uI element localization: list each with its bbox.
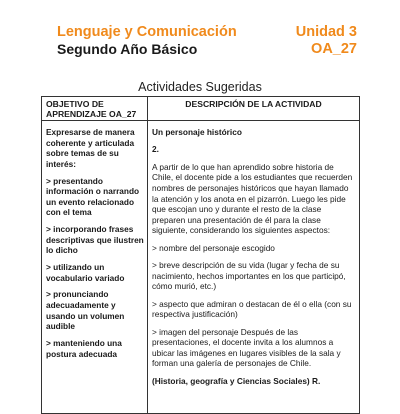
grade-label: Segundo Año Básico: [57, 41, 198, 57]
objective-bullet: > manteniendo una postura adecuada: [46, 338, 122, 359]
activity-item: > nombre del personaje escogido: [152, 242, 275, 253]
objective-column-header: OBJETIVO DE APRENDIZAJE OA_27: [46, 99, 137, 119]
column-divider: [147, 97, 148, 413]
activity-paragraph: A partir de lo que han aprendido sobre historia de Chile, el docente pide a los estudiantes que recuerden nombres de personajes históricos que hayan llamado la atención y los anota en el pizarrón. Luego les pide que escojan uno y durante el resto de la clase preparen una presentación de él para la clase siguiente, considerando los siguientes aspectos:: [152, 161, 353, 236]
activity-column-header: DESCRIPCIÓN DE LA ACTIVIDAD: [185, 99, 322, 109]
objective-cell: [46, 127, 145, 365]
subject-title: Lenguaje y Comunicación: [57, 24, 237, 40]
objective-bullet: > incorporando frases descriptivas que ilustren lo dicho: [46, 224, 144, 256]
activity-item: > breve descripción de su vida (lugar y fecha de su nacimiento, hechos importantes en los que participó, cómo murió, etc.): [152, 260, 346, 292]
activity-number: 2.: [152, 144, 159, 155]
unit-label: Unidad 3: [295, 24, 357, 40]
document-header-left: [57, 24, 237, 57]
activity-title: Un personaje histórico: [152, 127, 242, 137]
objective-code: OA_27: [311, 41, 357, 57]
objective-intro: Expresarse de manera coherente y articulada sobre temas de su interés:: [46, 127, 135, 169]
objective-bullet: > pronunciando adecuadamente y usando un volumen audible: [46, 289, 125, 332]
document-header-right: [296, 24, 357, 58]
activities-table: [41, 96, 360, 414]
activity-footer: (Historia, geografía y Ciencias Sociales) R.: [152, 375, 321, 386]
objective-bullet: > utilizando un vocabulario variado: [46, 262, 125, 283]
objective-bullet: > presentando información o narrando un evento relacionado con el tema: [46, 175, 140, 218]
section-title: Actividades Sugeridas: [138, 80, 262, 94]
activity-item: > imagen del personaje Después de las presentaciones, el docente invita a los alumnos a ubicar las imágenes en lugares visibles de la sala y forman una galería de personajes de Chile.: [152, 326, 341, 369]
activity-cell: [152, 127, 356, 393]
header-divider: [42, 120, 359, 121]
activity-item: > aspecto que admiran o destacan de él o ella (con su respectiva justificación): [152, 298, 352, 320]
